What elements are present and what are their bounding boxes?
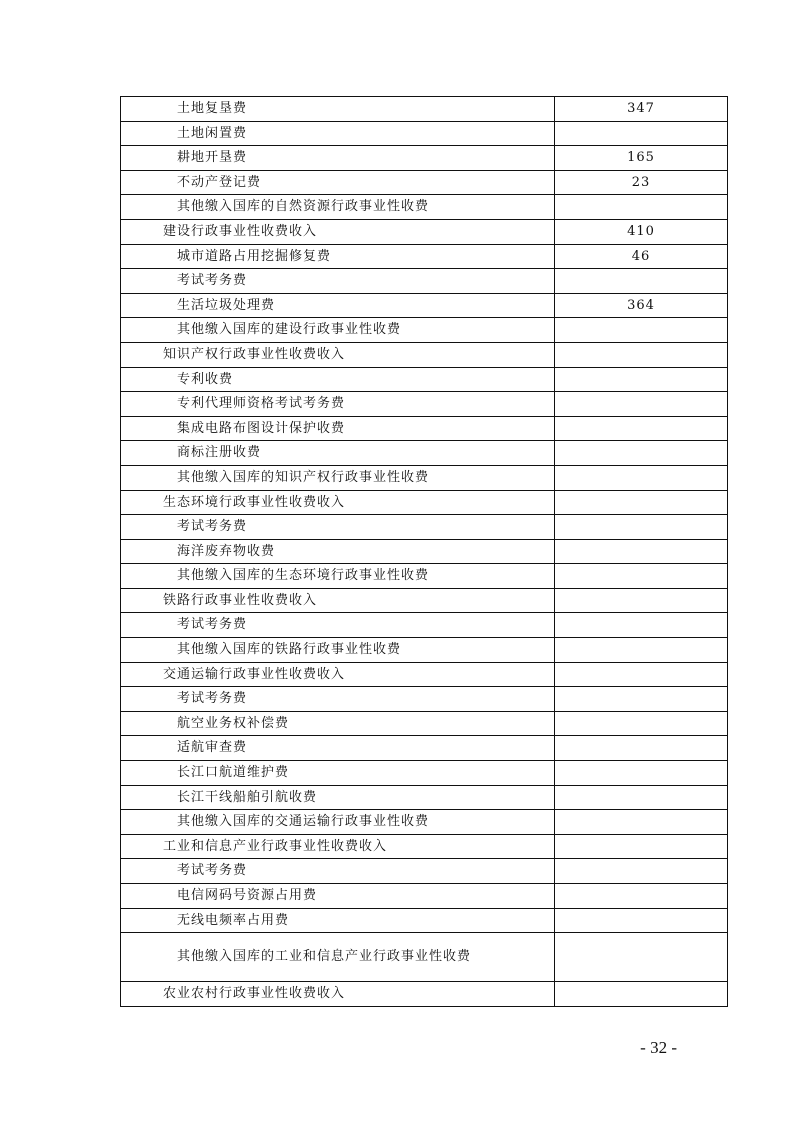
row-name-cell: 生活垃圾处理费 bbox=[121, 293, 555, 318]
row-value-cell bbox=[555, 269, 728, 294]
row-value-cell bbox=[555, 761, 728, 786]
row-value-cell bbox=[555, 490, 728, 515]
item-row bbox=[121, 244, 728, 269]
fee-revenue-table bbox=[120, 96, 728, 1007]
row-value-cell bbox=[555, 933, 728, 982]
category-row bbox=[121, 219, 728, 244]
category-row bbox=[121, 588, 728, 613]
item-row bbox=[121, 687, 728, 712]
row-value-cell bbox=[555, 392, 728, 417]
row-value-cell bbox=[555, 342, 728, 367]
item-row bbox=[121, 392, 728, 417]
row-name-cell: 长江干线船舶引航收费 bbox=[121, 785, 555, 810]
row-value-cell bbox=[555, 613, 728, 638]
row-value-cell bbox=[555, 834, 728, 859]
row-value-cell bbox=[555, 785, 728, 810]
row-name-cell: 考试考务费 bbox=[121, 859, 555, 884]
row-value-cell bbox=[555, 416, 728, 441]
item-row bbox=[121, 441, 728, 466]
category-row bbox=[121, 342, 728, 367]
item-row bbox=[121, 465, 728, 490]
category-row bbox=[121, 834, 728, 859]
row-value-cell bbox=[555, 638, 728, 663]
row-name-cell: 其他缴入国库的生态环境行政事业性收费 bbox=[121, 564, 555, 589]
item-row bbox=[121, 146, 728, 171]
row-value-cell bbox=[555, 884, 728, 909]
item-row bbox=[121, 785, 728, 810]
row-name-cell: 电信网码号资源占用费 bbox=[121, 884, 555, 909]
category-row bbox=[121, 490, 728, 515]
item-row bbox=[121, 539, 728, 564]
row-value-cell bbox=[555, 318, 728, 343]
row-value-cell bbox=[555, 121, 728, 146]
row-value-cell bbox=[555, 564, 728, 589]
row-name-cell: 城市道路占用挖掘修复费 bbox=[121, 244, 555, 269]
item-row bbox=[121, 416, 728, 441]
row-name-cell: 专利收费 bbox=[121, 367, 555, 392]
item-row bbox=[121, 269, 728, 294]
row-name-cell: 其他缴入国库的交通运输行政事业性收费 bbox=[121, 810, 555, 835]
row-value-cell bbox=[555, 515, 728, 540]
row-name-cell: 知识产权行政事业性收费收入 bbox=[121, 342, 555, 367]
item-row bbox=[121, 293, 728, 318]
row-name-cell: 考试考务费 bbox=[121, 613, 555, 638]
row-name-cell: 考试考务费 bbox=[121, 515, 555, 540]
item-row bbox=[121, 736, 728, 761]
row-value-cell bbox=[555, 810, 728, 835]
row-name-cell: 其他缴入国库的建设行政事业性收费 bbox=[121, 318, 555, 343]
row-value-cell bbox=[555, 908, 728, 933]
item-row bbox=[121, 933, 728, 982]
row-value-cell bbox=[555, 539, 728, 564]
row-value-cell: 410 bbox=[555, 219, 728, 244]
category-row bbox=[121, 662, 728, 687]
item-row bbox=[121, 97, 728, 122]
item-row bbox=[121, 638, 728, 663]
item-row bbox=[121, 195, 728, 220]
row-name-cell: 不动产登记费 bbox=[121, 170, 555, 195]
row-value-cell: 364 bbox=[555, 293, 728, 318]
row-name-cell: 长江口航道维护费 bbox=[121, 761, 555, 786]
row-name-cell: 土地闲置费 bbox=[121, 121, 555, 146]
row-value-cell: 23 bbox=[555, 170, 728, 195]
item-row bbox=[121, 711, 728, 736]
row-name-cell: 航空业务权补偿费 bbox=[121, 711, 555, 736]
item-row bbox=[121, 515, 728, 540]
row-name-cell: 集成电路布图设计保护收费 bbox=[121, 416, 555, 441]
row-name-cell: 考试考务费 bbox=[121, 269, 555, 294]
row-name-cell: 其他缴入国库的铁路行政事业性收费 bbox=[121, 638, 555, 663]
item-row bbox=[121, 613, 728, 638]
item-row bbox=[121, 810, 728, 835]
item-row bbox=[121, 908, 728, 933]
row-value-cell bbox=[555, 367, 728, 392]
row-value-cell: 347 bbox=[555, 97, 728, 122]
row-value-cell bbox=[555, 588, 728, 613]
table-body bbox=[121, 97, 728, 1007]
row-name-cell: 耕地开垦费 bbox=[121, 146, 555, 171]
row-value-cell bbox=[555, 195, 728, 220]
row-value-cell: 46 bbox=[555, 244, 728, 269]
row-value-cell: 165 bbox=[555, 146, 728, 171]
item-row bbox=[121, 564, 728, 589]
row-name-cell: 农业农村行政事业性收费收入 bbox=[121, 982, 555, 1007]
row-value-cell bbox=[555, 736, 728, 761]
row-name-cell: 建设行政事业性收费收入 bbox=[121, 219, 555, 244]
row-name-cell: 适航审查费 bbox=[121, 736, 555, 761]
row-name-cell: 专利代理师资格考试考务费 bbox=[121, 392, 555, 417]
row-value-cell bbox=[555, 465, 728, 490]
row-name-cell: 其他缴入国库的自然资源行政事业性收费 bbox=[121, 195, 555, 220]
row-name-cell: 铁路行政事业性收费收入 bbox=[121, 588, 555, 613]
category-row bbox=[121, 982, 728, 1007]
item-row bbox=[121, 761, 728, 786]
row-name-cell: 无线电频率占用费 bbox=[121, 908, 555, 933]
row-name-cell: 海洋废弃物收费 bbox=[121, 539, 555, 564]
row-value-cell bbox=[555, 982, 728, 1007]
row-name-cell: 交通运输行政事业性收费收入 bbox=[121, 662, 555, 687]
row-name-cell: 考试考务费 bbox=[121, 687, 555, 712]
row-name-cell: 土地复垦费 bbox=[121, 97, 555, 122]
row-value-cell bbox=[555, 441, 728, 466]
row-value-cell bbox=[555, 711, 728, 736]
page-number: - 32 - bbox=[640, 1038, 677, 1057]
row-name-cell: 商标注册收费 bbox=[121, 441, 555, 466]
item-row bbox=[121, 859, 728, 884]
row-name-cell: 其他缴入国库的工业和信息产业行政事业性收费 bbox=[121, 933, 555, 982]
row-value-cell bbox=[555, 859, 728, 884]
item-row bbox=[121, 367, 728, 392]
item-row bbox=[121, 884, 728, 909]
row-name-cell: 生态环境行政事业性收费收入 bbox=[121, 490, 555, 515]
row-value-cell bbox=[555, 687, 728, 712]
row-value-cell bbox=[555, 662, 728, 687]
row-name-cell: 其他缴入国库的知识产权行政事业性收费 bbox=[121, 465, 555, 490]
row-name-cell: 工业和信息产业行政事业性收费收入 bbox=[121, 834, 555, 859]
item-row bbox=[121, 170, 728, 195]
item-row bbox=[121, 121, 728, 146]
item-row bbox=[121, 318, 728, 343]
